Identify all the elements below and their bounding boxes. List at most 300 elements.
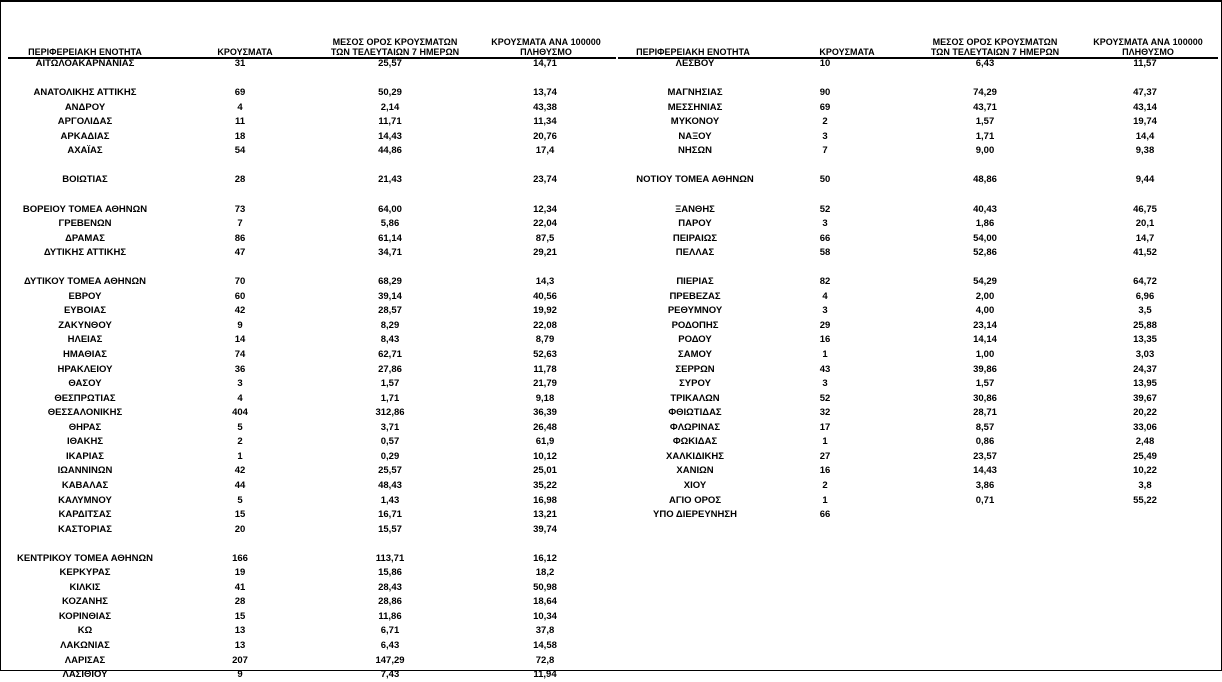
table-row (0, 552, 1222, 566)
cell-per-100k: 36,39 (533, 407, 557, 419)
cell-cases: 3 (822, 218, 828, 230)
cell-region: ΤΡΙΚΑΛΩΝ (670, 392, 720, 404)
cell-per-100k: 10,22 (1133, 465, 1157, 477)
cell-avg: 6,43 (975, 58, 995, 69)
header-region-right: ΠΕΡΙΦΕΡΕΙΑΚΗ ΕΝΟΤΗΤΑ (636, 47, 750, 57)
cell-avg: 4,00 (975, 305, 995, 317)
cell-avg: 21,43 (378, 174, 402, 186)
cell-per-100k: 64,72 (1133, 276, 1157, 288)
cell-avg: 50,29 (378, 87, 402, 99)
cell-cases: 52 (819, 392, 831, 404)
cell-avg: 14,43 (378, 130, 402, 142)
cell-cases: 3 (237, 378, 243, 390)
cell-per-100k: 35,22 (533, 479, 557, 491)
cell-per-100k: 22,08 (533, 319, 557, 331)
cell-cases: 1 (822, 349, 828, 360)
cell-cases: 66 (819, 232, 831, 244)
cell-per-100k: 40,56 (533, 290, 557, 302)
cell-avg: 9,00 (975, 145, 995, 157)
cell-region: ΔΡΑΜΑΣ (65, 232, 105, 244)
cell-avg: 28,43 (378, 581, 402, 593)
cell-cases: 2 (822, 479, 828, 491)
cell-cases: 19 (234, 567, 246, 579)
cell-cases: 73 (234, 203, 246, 215)
cell-per-100k: 11,34 (533, 116, 557, 128)
cell-region: ΛΑΚΩΝΙΑΣ (60, 640, 110, 651)
cell-per-100k: 16,98 (533, 494, 557, 506)
cell-region: ΣΑΜΟΥ (678, 349, 712, 360)
cell-region: ΗΛΕΙΑΣ (67, 334, 103, 346)
cell-cases: 5 (237, 494, 243, 506)
cell-region: ΗΡΑΚΛΕΙΟΥ (57, 363, 113, 375)
cell-per-100k: 25,88 (1133, 319, 1157, 331)
table-row (0, 668, 1222, 682)
cell-cases: 27 (819, 450, 831, 462)
cell-per-100k: 18,2 (535, 567, 555, 579)
cell-avg: 23,14 (973, 319, 997, 331)
cell-cases: 16 (819, 465, 831, 477)
cell-per-100k: 13,21 (533, 509, 557, 521)
cell-cases: 3 (822, 305, 828, 317)
cell-avg: 1,57 (380, 378, 400, 390)
cell-avg: 1,86 (975, 218, 995, 230)
cell-per-100k: 18,64 (533, 596, 557, 608)
cell-region: ΒΟΡΕΙΟΥ ΤΟΜΕΑ ΑΘΗΝΩΝ (22, 203, 148, 215)
cell-cases: 4 (237, 101, 243, 113)
cell-avg: 8,29 (380, 319, 400, 331)
cell-region: ΚΩ (77, 625, 93, 637)
table-row (0, 203, 1222, 217)
cell-avg: 1,43 (380, 494, 400, 506)
cell-region: ΦΘΙΩΤΙΔΑΣ (668, 407, 722, 419)
cell-per-100k: 3,5 (1138, 305, 1152, 317)
cell-cases: 5 (237, 421, 243, 433)
table-row (0, 319, 1222, 333)
cell-region: ΕΒΡΟΥ (68, 290, 102, 302)
cell-region: ΚΟΖΑΝΗΣ (62, 596, 108, 608)
cell-avg: 23,57 (973, 450, 997, 462)
cell-per-100k: 29,21 (533, 247, 557, 259)
cell-cases: 1 (822, 494, 828, 506)
cell-cases: 36 (234, 363, 246, 375)
cell-avg: 28,86 (378, 596, 402, 608)
cell-avg: 312,86 (375, 407, 405, 419)
cell-cases: 1 (822, 436, 828, 448)
table-row (0, 275, 1222, 289)
cell-avg: 39,14 (378, 290, 402, 302)
cell-cases: 32 (819, 407, 831, 419)
cell-avg: 3,86 (975, 479, 995, 491)
table-row (0, 624, 1222, 638)
table-row (0, 173, 1222, 187)
cell-avg: 2,14 (380, 101, 400, 113)
cell-per-100k: 87,5 (535, 232, 555, 244)
cell-cases: 13 (234, 640, 246, 651)
cell-cases: 16 (819, 334, 831, 346)
cell-region: ΑΧΑΪΑΣ (67, 145, 103, 157)
cell-cases: 90 (819, 87, 831, 99)
cell-cases: 3 (822, 130, 828, 142)
cell-cases: 86 (234, 232, 246, 244)
table-row (0, 261, 1222, 275)
cell-per-100k: 24,37 (1133, 363, 1157, 375)
table-row (0, 479, 1222, 493)
cell-avg: 28,71 (973, 407, 997, 419)
cell-per-100k: 11,94 (533, 669, 557, 681)
header-per-line1-right: ΚΡΟΥΣΜΑΤΑ ΑΝΑ 100000 (1093, 37, 1203, 47)
cell-region: ΙΩΑΝΝΙΝΩΝ (57, 465, 113, 477)
cell-per-100k: 33,06 (1133, 421, 1157, 433)
cell-avg: 6,43 (380, 640, 400, 651)
cell-avg: 44,86 (378, 145, 402, 157)
cell-per-100k: 16,12 (533, 552, 557, 564)
cell-per-100k: 20,76 (533, 130, 557, 142)
table-row (0, 188, 1222, 202)
cell-region: ΝΑΞΟΥ (678, 130, 712, 142)
cell-avg: 27,86 (378, 363, 402, 375)
cell-cases: 1 (237, 450, 243, 462)
cell-cases: 15 (234, 509, 246, 521)
cell-cases: 4 (237, 392, 243, 404)
cell-cases: 3 (822, 378, 828, 390)
cell-avg: 39,86 (973, 363, 997, 375)
cell-region: ΑΓΙΟ ΟΡΟΣ (668, 494, 722, 506)
cell-per-100k: 13,35 (1133, 334, 1157, 346)
cell-per-100k: 14,4 (1135, 130, 1155, 142)
cell-avg: 7,43 (380, 669, 400, 681)
cell-avg: 0,86 (975, 436, 995, 448)
cell-region: ΧΑΝΙΩΝ (676, 465, 714, 477)
cell-avg: 8,43 (380, 334, 400, 346)
header-avg-line1-right: ΜΕΣΟΣ ΟΡΟΣ ΚΡΟΥΣΜΑΤΩΝ (932, 37, 1058, 47)
table-row (0, 72, 1222, 86)
table-row (0, 348, 1222, 362)
cell-region: ΞΑΝΘΗΣ (675, 203, 715, 215)
cell-avg: 15,57 (378, 523, 402, 535)
header-per-line1: ΚΡΟΥΣΜΑΤΑ ΑΝΑ 100000 (491, 37, 601, 47)
cell-region: ΘΗΡΑΣ (68, 421, 102, 433)
cell-region: ΜΥΚΟΝΟΥ (670, 116, 720, 128)
cell-region: ΜΑΓΝΗΣΙΑΣ (667, 87, 723, 99)
cell-per-100k: 12,34 (533, 203, 557, 215)
cell-region: ΛΑΡΙΣΑΣ (64, 654, 106, 666)
cell-per-100k: 11,57 (1133, 58, 1157, 69)
cell-per-100k: 37,8 (535, 625, 555, 637)
cell-region: ΠΙΕΡΙΑΣ (676, 276, 714, 288)
cell-avg: 64,00 (378, 203, 402, 215)
cell-region: ΑΙΤΩΛΟΑΚΑΡΝΑΝΙΑΣ (35, 58, 135, 69)
cell-cases: 44 (234, 479, 246, 491)
cell-region: ΣΥΡΟΥ (679, 378, 711, 390)
cell-cases: 29 (819, 319, 831, 331)
cell-per-100k: 20,22 (1133, 407, 1157, 419)
table-row (0, 392, 1222, 406)
header-per-line2: ΠΛΗΘΥΣΜΟ (520, 47, 572, 57)
table-row (0, 610, 1222, 624)
cell-region: ΑΡΓΟΛΙΔΑΣ (57, 116, 113, 128)
cell-per-100k: 39,74 (533, 523, 557, 535)
cell-region: ΦΛΩΡΙΝΑΣ (669, 421, 721, 433)
cell-per-100k: 13,74 (533, 87, 557, 99)
cell-region: ΡΕΘΥΜΝΟΥ (667, 305, 723, 317)
table-row (0, 363, 1222, 377)
cell-cases: 7 (822, 145, 828, 157)
cell-per-100k: 43,38 (533, 101, 557, 113)
cell-region: ΘΕΣΠΡΩΤΙΑΣ (54, 392, 116, 404)
cell-per-100k: 46,75 (1133, 203, 1157, 215)
cell-region: ΝΟΤΙΟΥ ΤΟΜΕΑ ΑΘΗΝΩΝ (636, 174, 754, 186)
cell-cases: 66 (819, 509, 831, 521)
table-row (0, 421, 1222, 435)
cell-per-100k: 43,14 (1133, 101, 1157, 113)
cell-avg: 62,71 (378, 349, 402, 360)
cell-region: ΦΩΚΙΔΑΣ (672, 436, 718, 448)
cell-region: ΚΑΒΑΛΑΣ (61, 479, 109, 491)
header-avg-line2: ΤΩΝ ΤΕΛΕΥΤΑΙΩΝ 7 ΗΜΕΡΩΝ (330, 47, 460, 57)
cell-avg: 1,00 (975, 349, 995, 360)
cell-region: ΚΑΣΤΟΡΙΑΣ (58, 523, 112, 535)
cell-avg: 54,29 (973, 276, 997, 288)
cell-cases: 69 (819, 101, 831, 113)
cell-cases: 52 (819, 203, 831, 215)
cell-cases: 28 (234, 596, 246, 608)
cell-region: ΛΕΣΒΟΥ (675, 58, 715, 69)
cell-per-100k: 41,52 (1133, 247, 1157, 259)
cell-avg: 15,86 (378, 567, 402, 579)
cell-cases: 2 (237, 436, 243, 448)
cell-per-100k: 52,63 (533, 349, 557, 360)
cell-avg: 0,71 (975, 494, 995, 506)
cell-region: ΚΑΡΔΙΤΣΑΣ (58, 509, 112, 521)
cell-cases: 166 (232, 552, 248, 564)
cell-cases: 74 (234, 349, 246, 360)
table-row (0, 159, 1222, 173)
cell-avg: 28,57 (378, 305, 402, 317)
cell-avg: 25,57 (378, 465, 402, 477)
cell-region: ΠΑΡΟΥ (678, 218, 712, 230)
cell-cases: 31 (234, 58, 246, 69)
cell-cases: 42 (234, 465, 246, 477)
cell-per-100k: 14,58 (533, 640, 557, 651)
cell-per-100k: 23,74 (533, 174, 557, 186)
cell-avg: 11,86 (378, 610, 402, 622)
cell-cases: 50 (819, 174, 831, 186)
cell-cases: 404 (232, 407, 248, 419)
cell-cases: 47 (234, 247, 246, 259)
cell-per-100k: 10,34 (533, 610, 557, 622)
table-row (0, 566, 1222, 580)
cell-cases: 20 (234, 523, 246, 535)
cell-per-100k: 14,71 (533, 58, 557, 69)
cell-avg: 68,29 (378, 276, 402, 288)
table-row (0, 217, 1222, 231)
cell-region: ΖΑΚΥΝΘΟΥ (58, 319, 112, 331)
cell-region: ΙΚΑΡΙΑΣ (66, 450, 104, 462)
cell-per-100k: 72,8 (535, 654, 555, 666)
cell-region: ΣΕΡΡΩΝ (675, 363, 715, 375)
cell-cases: 42 (234, 305, 246, 317)
cell-avg: 1,71 (380, 392, 400, 404)
cell-region: ΥΠΟ ΔΙΕΡΕΥΝΗΣΗ (653, 509, 737, 521)
table-row (0, 130, 1222, 144)
header-avg-line1: ΜΕΣΟΣ ΟΡΟΣ ΚΡΟΥΣΜΑΤΩΝ (332, 37, 458, 47)
cell-region: ΠΕΙΡΑΙΩΣ (672, 232, 718, 244)
table-row (0, 494, 1222, 508)
cell-avg: 40,43 (973, 203, 997, 215)
header-region: ΠΕΡΙΦΕΡΕΙΑΚΗ ΕΝΟΤΗΤΑ (28, 47, 142, 57)
table-row (0, 406, 1222, 420)
cell-avg: 52,86 (973, 247, 997, 259)
table-row (0, 232, 1222, 246)
cell-cases: 82 (819, 276, 831, 288)
cell-avg: 14,14 (973, 334, 997, 346)
header-cases-right: ΚΡΟΥΣΜΑΤΑ (819, 47, 875, 57)
cell-region: ΘΑΣΟΥ (68, 378, 102, 390)
cell-avg: 48,86 (973, 174, 997, 186)
cell-avg: 113,71 (375, 552, 405, 564)
cell-avg: 5,86 (380, 218, 400, 230)
cell-cases: 28 (234, 174, 246, 186)
cell-per-100k: 9,18 (535, 392, 555, 404)
cell-avg: 43,71 (973, 101, 997, 113)
cell-region: ΗΜΑΘΙΑΣ (63, 349, 107, 360)
cell-region: ΙΘΑΚΗΣ (66, 436, 104, 448)
cell-region: ΛΑΣΙΘΙΟΥ (62, 669, 108, 681)
cell-per-100k: 3,8 (1138, 479, 1152, 491)
table-row (0, 450, 1222, 464)
cell-avg: 1,71 (975, 130, 995, 142)
table-row (0, 86, 1222, 100)
cell-per-100k: 26,48 (533, 421, 557, 433)
table-row (0, 144, 1222, 158)
cell-per-100k: 25,01 (533, 465, 557, 477)
cell-avg: 61,14 (378, 232, 402, 244)
cell-per-100k: 9,44 (1135, 174, 1155, 186)
cell-per-100k: 3,03 (1135, 349, 1155, 360)
cell-region: ΠΡΕΒΕΖΑΣ (669, 290, 721, 302)
cell-avg: 0,57 (380, 436, 400, 448)
cell-cases: 9 (237, 669, 243, 681)
cell-region: ΑΝΔΡΟΥ (64, 101, 106, 113)
cell-cases: 58 (819, 247, 831, 259)
header-per-line2-right: ΠΛΗΘΥΣΜΟ (1122, 47, 1174, 57)
cell-cases: 41 (234, 581, 246, 593)
cell-region: ΝΗΣΩΝ (678, 145, 712, 157)
cell-region: ΑΡΚΑΔΙΑΣ (60, 130, 110, 142)
cell-per-100k: 55,22 (1133, 494, 1157, 506)
cell-cases: 17 (819, 421, 831, 433)
cell-region: ΚΙΛΚΙΣ (69, 581, 101, 593)
cell-avg: 1,57 (975, 116, 995, 128)
cell-avg: 6,71 (380, 625, 400, 637)
table-row (0, 290, 1222, 304)
table-row (0, 595, 1222, 609)
cell-cases: 207 (232, 654, 248, 666)
cell-region: ΜΕΣΣΗΝΙΑΣ (667, 101, 723, 113)
cell-region: ΚΑΛΥΜΝΟΥ (58, 494, 112, 506)
cell-per-100k: 22,04 (533, 218, 557, 230)
cell-per-100k: 10,12 (533, 450, 557, 462)
cell-avg: 48,43 (378, 479, 402, 491)
cell-avg: 25,57 (378, 58, 402, 69)
cell-cases: 54 (234, 145, 246, 157)
cell-per-100k: 21,79 (533, 378, 557, 390)
cell-avg: 1,57 (975, 378, 995, 390)
cell-avg: 3,71 (380, 421, 400, 433)
cell-region: ΓΡΕΒΕΝΩΝ (58, 218, 112, 230)
cell-cases: 4 (822, 290, 828, 302)
cell-avg: 14,43 (973, 465, 997, 477)
table-row (0, 654, 1222, 668)
table-row (0, 581, 1222, 595)
cell-per-100k: 25,49 (1133, 450, 1157, 462)
cell-region: ΕΥΒΟΙΑΣ (63, 305, 107, 317)
cell-per-100k: 8,79 (535, 334, 555, 346)
table-row (0, 377, 1222, 391)
cell-per-100k: 14,3 (535, 276, 555, 288)
cell-cases: 9 (237, 319, 243, 331)
cell-cases: 10 (819, 58, 831, 69)
cell-per-100k: 14,7 (1135, 232, 1155, 244)
cell-cases: 18 (234, 130, 246, 142)
cell-region: ΡΟΔΟΠΗΣ (671, 319, 719, 331)
cell-cases: 70 (234, 276, 246, 288)
cell-per-100k: 39,67 (1133, 392, 1157, 404)
cell-region: ΚΕΡΚΥΡΑΣ (59, 567, 111, 579)
cell-avg: 16,71 (378, 509, 402, 521)
cell-per-100k: 19,92 (533, 305, 557, 317)
cell-avg: 8,57 (975, 421, 995, 433)
cell-region: ΑΝΑΤΟΛΙΚΗΣ ΑΤΤΙΚΗΣ (33, 87, 137, 99)
cell-region: ΧΑΛΚΙΔΙΚΗΣ (666, 450, 724, 462)
cell-avg: 147,29 (375, 654, 405, 666)
cell-region: ΧΙΟΥ (683, 479, 707, 491)
table-row (0, 246, 1222, 260)
table-row (0, 464, 1222, 478)
cell-region: ΠΕΛΛΑΣ (675, 247, 715, 259)
cell-avg: 30,86 (973, 392, 997, 404)
cell-per-100k: 13,95 (1133, 378, 1157, 390)
cell-per-100k: 50,98 (533, 581, 557, 593)
cell-region: ΔΥΤΙΚΟΥ ΤΟΜΕΑ ΑΘΗΝΩΝ (24, 276, 146, 288)
cell-per-100k: 19,74 (1133, 116, 1157, 128)
cell-region: ΘΕΣΣΑΛΟΝΙΚΗΣ (47, 407, 123, 419)
cell-region: ΡΟΔΟΥ (678, 334, 712, 346)
cell-per-100k: 47,37 (1133, 87, 1157, 99)
table-row (0, 537, 1222, 551)
cell-region: ΒΟΙΩΤΙΑΣ (62, 174, 108, 186)
table-row (0, 304, 1222, 318)
cell-per-100k: 2,48 (1135, 436, 1155, 448)
cell-cases: 15 (234, 610, 246, 622)
table-row (0, 333, 1222, 347)
cell-cases: 60 (234, 290, 246, 302)
cell-region: ΚΟΡΙΝΘΙΑΣ (58, 610, 112, 622)
cell-cases: 14 (234, 334, 246, 346)
table-row (0, 435, 1222, 449)
cell-cases: 2 (822, 116, 828, 128)
cell-avg: 74,29 (973, 87, 997, 99)
cell-avg: 11,71 (378, 116, 402, 128)
cell-cases: 7 (237, 218, 243, 230)
cell-per-100k: 11,78 (533, 363, 557, 375)
cell-avg: 0,29 (380, 450, 400, 462)
table-row (0, 115, 1222, 129)
table-row (0, 508, 1222, 522)
table-row (0, 639, 1222, 653)
header-cases: ΚΡΟΥΣΜΑΤΑ (217, 47, 273, 57)
table-row (0, 523, 1222, 537)
